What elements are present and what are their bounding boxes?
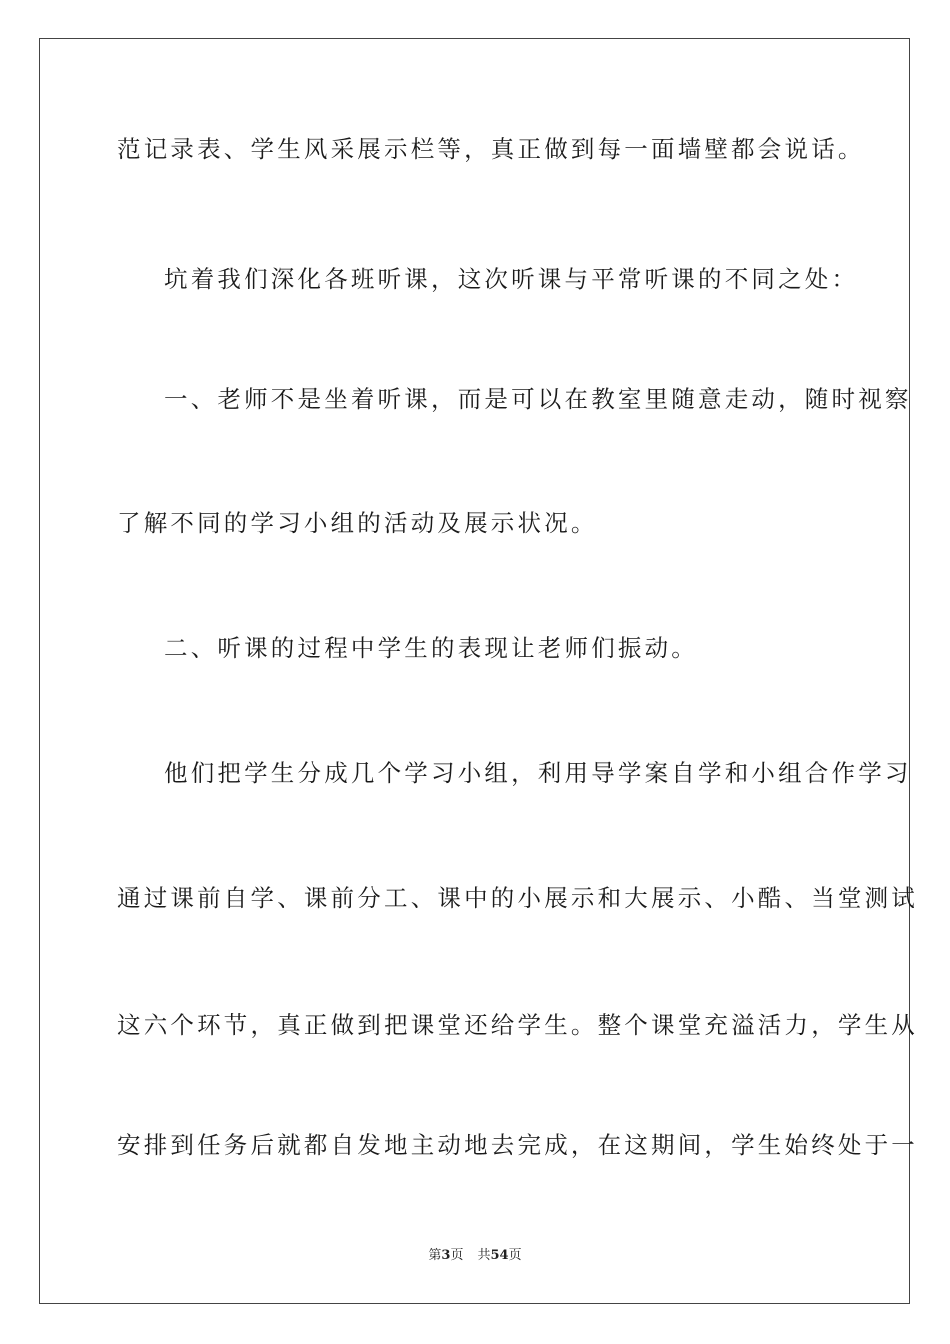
body-line-4: 了解不同的学习小组的活动及展示状况。 bbox=[117, 509, 598, 537]
body-line-9: 安排到任务后就都自发地主动地去完成，在这期间，学生始终处于一 bbox=[117, 1131, 918, 1159]
footer-total-pages: 54 bbox=[490, 1248, 509, 1263]
page-footer bbox=[0, 1247, 950, 1265]
footer-total-prefix: 共 bbox=[477, 1248, 491, 1263]
body-line-3: 一、老师不是坐着听课，而是可以在教室里随意走动，随时视察 bbox=[164, 385, 912, 413]
body-line-8: 这六个环节，真正做到把课堂还给学生。整个课堂充溢活力，学生从 bbox=[117, 1011, 918, 1039]
footer-page-prefix: 第 bbox=[428, 1248, 442, 1263]
body-line-7: 通过课前自学、课前分工、课中的小展示和大展示、小酷、当堂测试 bbox=[117, 884, 918, 912]
body-line-2: 坑着我们深化各班听课，这次听课与平常听课的不同之处： bbox=[164, 265, 859, 293]
page-border bbox=[39, 38, 918, 1304]
footer-page-number: 3 bbox=[441, 1248, 451, 1263]
body-line-6: 他们把学生分成几个学习小组，利用导学案自学和小组合作学习 bbox=[164, 759, 912, 787]
footer-total-suffix: 页 bbox=[508, 1248, 522, 1263]
body-line-1: 范记录表、学生风采展示栏等，真正做到每一面墙壁都会说话。 bbox=[117, 135, 865, 163]
footer-page-suffix: 页 bbox=[450, 1248, 464, 1263]
body-line-5: 二、听课的过程中学生的表现让老师们振动。 bbox=[164, 634, 698, 662]
